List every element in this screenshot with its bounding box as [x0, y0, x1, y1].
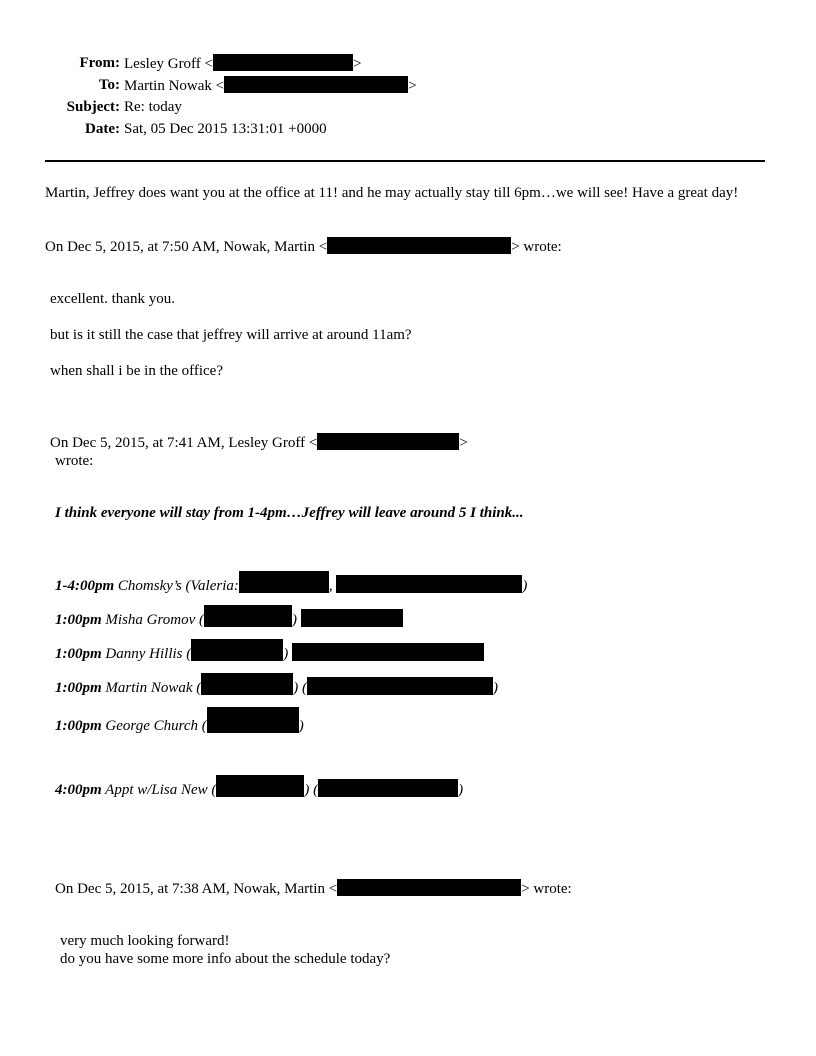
- quote1-intro: [45, 237, 562, 256]
- redaction-block: [317, 433, 459, 450]
- schedule-sep: ): [283, 646, 289, 662]
- schedule-sep: ): [292, 612, 298, 628]
- q1-line1: excellent. thank you.: [50, 291, 175, 307]
- to-name: Martin Nowak <: [124, 78, 225, 94]
- from-value: [124, 54, 361, 73]
- to-label: To:: [98, 77, 120, 93]
- schedule-sep: ) (: [304, 782, 319, 798]
- redaction-block: [336, 575, 522, 593]
- quote1-intro-wrote: > wrote:: [511, 239, 562, 255]
- header-divider: [45, 160, 765, 162]
- schedule-item: [55, 605, 403, 629]
- quote3-intro-text: On Dec 5, 2015, at 7:38 AM, Nowak, Martin <: [55, 881, 338, 897]
- schedule-tail: ): [522, 578, 528, 594]
- schedule-tail: ): [493, 680, 499, 696]
- redaction-block: [201, 673, 293, 695]
- schedule-item: [55, 571, 527, 595]
- redaction-block: [204, 605, 292, 627]
- schedule-name: Martin Nowak (: [105, 680, 202, 696]
- schedule-item: [55, 707, 304, 735]
- schedule-item: [55, 639, 484, 663]
- quote3-intro-wrote: > wrote:: [521, 881, 572, 897]
- q2-lead: I think everyone will stay from 1-4pm…Jeffrey will leave around 5 I think...: [55, 505, 524, 521]
- schedule-name: Chomsky’s (Valeria:: [117, 578, 239, 594]
- schedule-time: 4:00pm: [55, 782, 102, 798]
- q1-line2: but is it still the case that jeffrey will arrive at around 11am?: [50, 327, 412, 343]
- schedule-time: 1-4:00pm: [55, 578, 115, 594]
- schedule-time: 1:00pm: [55, 612, 102, 628]
- redaction-block: [327, 237, 511, 254]
- to-value: [124, 76, 417, 95]
- q3-line1: very much looking forward!: [60, 933, 230, 949]
- redaction-block: [292, 643, 484, 661]
- schedule-name: George Church (: [105, 718, 207, 734]
- quote2-intro: [50, 433, 468, 452]
- schedule-tail: ): [458, 782, 464, 798]
- from-label: From:: [79, 55, 120, 71]
- date-label: Date:: [85, 121, 120, 137]
- schedule-item: [55, 673, 498, 697]
- quote1-intro-text: On Dec 5, 2015, at 7:50 AM, Nowak, Martin <: [45, 239, 328, 255]
- quote2-wrote: wrote:: [55, 453, 94, 469]
- from-close: >: [353, 56, 362, 72]
- schedule-sep: ) (: [293, 680, 308, 696]
- redaction-block: [337, 879, 521, 896]
- schedule-name: Danny Hillis (: [105, 646, 192, 662]
- schedule-sep: ,: [328, 578, 333, 594]
- redaction-block: [191, 639, 283, 661]
- subject-value: Re: today: [124, 99, 182, 115]
- redaction-block: [318, 779, 458, 797]
- schedule-sep: ): [298, 718, 304, 734]
- from-name: Lesley Groff <: [124, 56, 213, 72]
- schedule-item: [55, 775, 463, 799]
- quote2-intro-text: On Dec 5, 2015, at 7:41 AM, Lesley Groff <: [50, 435, 318, 451]
- reply-text: Martin, Jeffrey does want you at the office at 11! and he may actually stay till 6pm…we will see! Have a great day!: [45, 185, 739, 201]
- schedule-time: 1:00pm: [55, 718, 102, 734]
- redaction-block: [207, 707, 299, 733]
- quote2-intro-close: >: [459, 435, 468, 451]
- redaction-block: [307, 677, 493, 695]
- schedule-name: Appt w/Lisa New (: [105, 782, 217, 798]
- schedule-time: 1:00pm: [55, 646, 102, 662]
- schedule-name: Misha Gromov (: [105, 612, 205, 628]
- date-value: Sat, 05 Dec 2015 13:31:01 +0000: [124, 121, 327, 137]
- subject-label: Subject:: [66, 99, 120, 115]
- q3-line2: do you have some more info about the schedule today?: [60, 951, 391, 967]
- q1-line3: when shall i be in the office?: [50, 363, 223, 379]
- redaction-block: [301, 609, 403, 627]
- quote3-intro: [55, 879, 572, 898]
- to-close: >: [408, 78, 417, 94]
- redaction-block: [216, 775, 304, 797]
- schedule-time: 1:00pm: [55, 680, 102, 696]
- redaction-block: [239, 571, 329, 593]
- redaction-block: [224, 76, 408, 93]
- redaction-block: [213, 54, 353, 71]
